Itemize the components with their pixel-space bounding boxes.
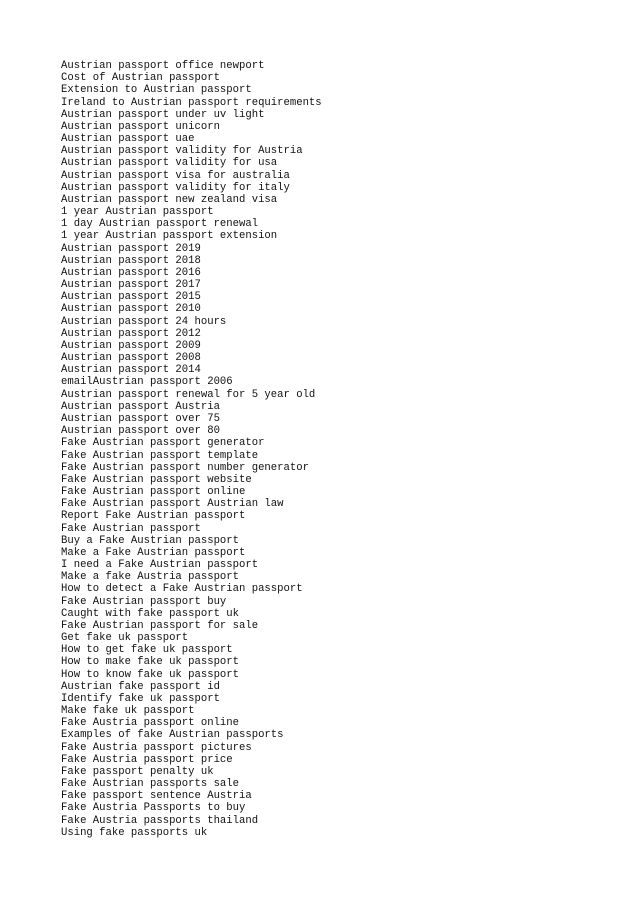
text-line: Austrian passport 2008 bbox=[61, 352, 201, 365]
text-line: Austrian passport 24 hours bbox=[61, 315, 227, 328]
text-line: Caught with fake passport uk bbox=[61, 607, 240, 620]
text-line: Fake Austria passports thailand bbox=[61, 814, 259, 827]
text-line: Austrian passport uae bbox=[61, 133, 195, 146]
text-line: Fake Austrian passport website bbox=[61, 473, 252, 486]
text-line: Austrian passport visa for australia bbox=[61, 169, 290, 182]
text-line: Identify fake uk passport bbox=[61, 692, 220, 705]
text-line: Austrian passport unicorn bbox=[61, 120, 220, 133]
text-line: 1 day Austrian passport renewal bbox=[61, 218, 259, 231]
text-line: Fake Austrian passport template bbox=[61, 449, 259, 462]
text-line: Ireland to Austrian passport requirements bbox=[61, 96, 322, 109]
text-line: Austrian passport over 80 bbox=[61, 425, 220, 438]
text-line: 1 year Austrian passport bbox=[61, 206, 214, 219]
text-line: Austrian passport under uv light bbox=[61, 108, 265, 121]
text-line: Fake Austrian passport Austrian law bbox=[61, 498, 284, 511]
text-line: Fake passport penalty uk bbox=[61, 765, 214, 778]
text-line: Fake Austria passport pictures bbox=[61, 741, 252, 754]
text-line: Austrian passport validity for usa bbox=[61, 157, 278, 170]
text-line: Austrian passport 2016 bbox=[61, 266, 201, 279]
text-line: Austrian passport 2014 bbox=[61, 364, 201, 377]
text-line: Fake Austrian passport generator bbox=[61, 437, 265, 450]
text-line: Make fake uk passport bbox=[61, 705, 195, 718]
text-line: Fake Austrian passport number generator bbox=[61, 461, 309, 474]
text-line: Fake Austria passport price bbox=[61, 753, 233, 766]
text-line: How to get fake uk passport bbox=[61, 644, 233, 657]
text-line: Fake Austrian passport online bbox=[61, 486, 246, 499]
text-line: Austrian passport validity for Austria bbox=[61, 145, 303, 158]
text-line: Fake Austria passport online bbox=[61, 717, 240, 730]
text-line: Austrian passport new zealand visa bbox=[61, 193, 278, 206]
text-line: Report Fake Austrian passport bbox=[61, 510, 246, 523]
text-lines bbox=[61, 60, 322, 839]
text-line: emailAustrian passport 2006 bbox=[61, 376, 233, 389]
text-line: Austrian passport over 75 bbox=[61, 412, 220, 425]
text-line: Examples of fake Austrian passports bbox=[61, 729, 284, 742]
text-line: Using fake passports uk bbox=[61, 826, 208, 839]
text-line: Austrian passport renewal for 5 year old bbox=[61, 388, 316, 401]
text-line: Fake Austrian passport bbox=[61, 522, 201, 535]
text-line: Austrian passport Austria bbox=[61, 400, 220, 413]
text-line: Fake Austria Passports to buy bbox=[61, 802, 246, 815]
text-line: Extension to Austrian passport bbox=[61, 84, 252, 97]
text-line: Austrian fake passport id bbox=[61, 680, 220, 693]
text-line: Fake Austrian passport buy bbox=[61, 595, 227, 608]
text-line: I need a Fake Austrian passport bbox=[61, 559, 259, 572]
text-line: 1 year Austrian passport extension bbox=[61, 230, 278, 243]
text-line: Austrian passport validity for italy bbox=[61, 181, 290, 194]
text-line: Fake passport sentence Austria bbox=[61, 790, 252, 803]
text-line: Get fake uk passport bbox=[61, 632, 189, 645]
text-line: Austrian passport 2018 bbox=[61, 254, 201, 267]
text-line: How to make fake uk passport bbox=[61, 656, 240, 669]
text-line: Austrian passport 2017 bbox=[61, 279, 201, 292]
text-line: Make a fake Austria passport bbox=[61, 571, 240, 584]
text-line: Austrian passport office newport bbox=[61, 60, 265, 72]
text-line: Cost of Austrian passport bbox=[61, 72, 220, 85]
text-line: Make a Fake Austrian passport bbox=[61, 546, 246, 559]
text-line: Austrian passport 2015 bbox=[61, 291, 201, 304]
text-line: Austrian passport 2019 bbox=[61, 242, 201, 255]
text-line: Buy a Fake Austrian passport bbox=[61, 534, 240, 547]
text-line: How to know fake uk passport bbox=[61, 668, 240, 681]
text-line: Fake Austrian passports sale bbox=[61, 778, 240, 791]
text-line: Austrian passport 2012 bbox=[61, 327, 201, 340]
text-line: Fake Austrian passport for sale bbox=[61, 619, 259, 632]
text-line: Austrian passport 2009 bbox=[61, 339, 201, 352]
text-line: Austrian passport 2010 bbox=[61, 303, 201, 316]
text-line: How to detect a Fake Austrian passport bbox=[61, 583, 303, 596]
